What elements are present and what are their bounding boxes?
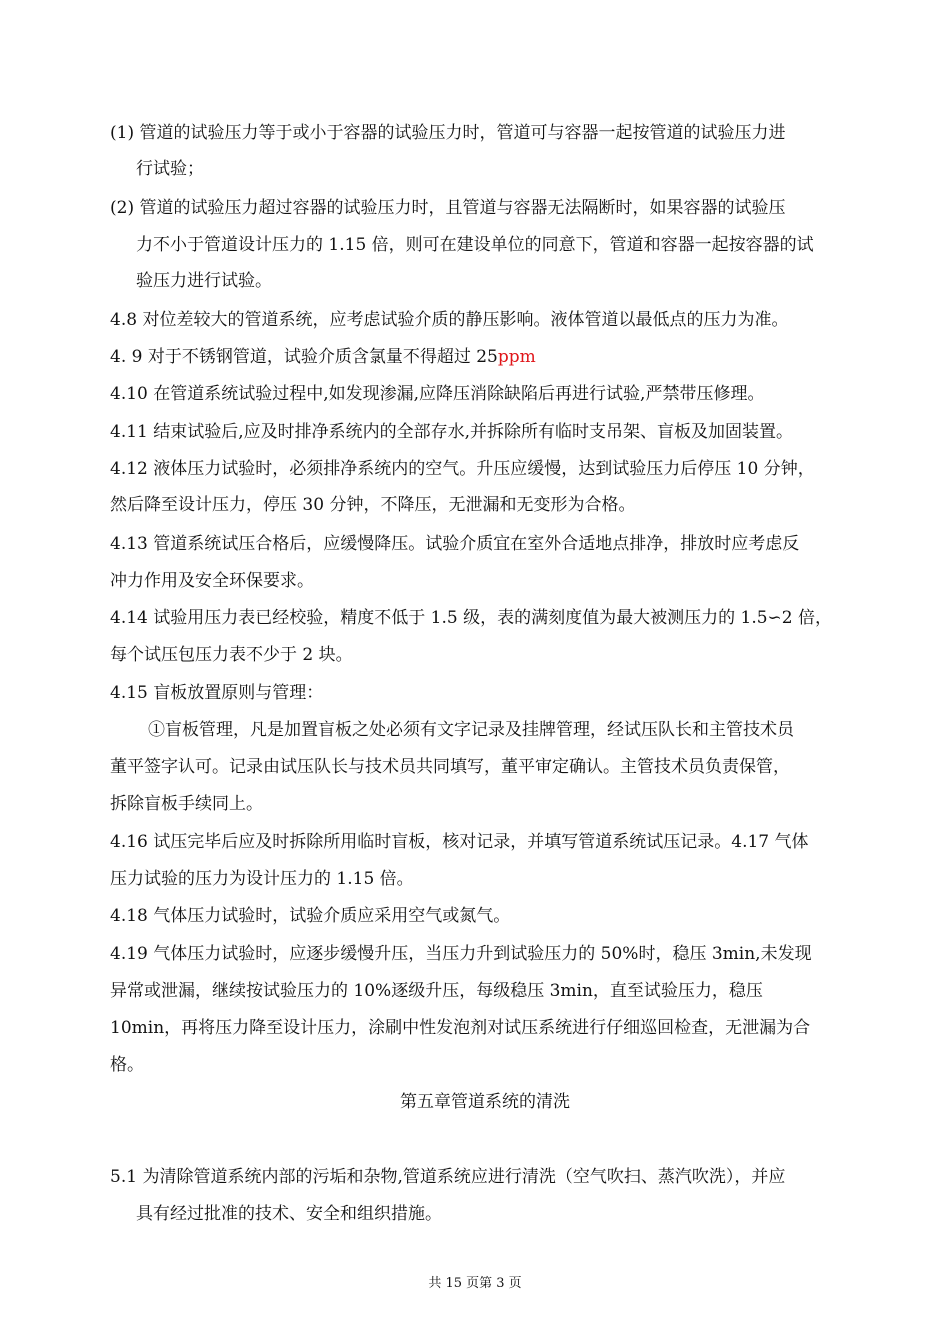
- text-line: 验压力进行试验。: [136, 271, 272, 291]
- text-line: 4.8 对位差较大的管道系统，应考虑试验介质的静压影响。液体管道以最低点的压力为准。: [110, 310, 789, 330]
- text-line: 冲力作用及安全环保要求。: [110, 571, 314, 591]
- text-line: 10min，再将压力降至设计压力，涂刷中性发泡剂对试压系统进行仔细巡回检查，无泄漏为合: [110, 1018, 811, 1038]
- text-line: (1) 管道的试验压力等于或小于容器的试验压力时，管道可与容器一起按管道的试验压力进: [110, 123, 786, 143]
- text-line: 然后降至设计压力，停压 30 分钟，不降压，无泄漏和无变形为合格。: [110, 495, 636, 515]
- text-line: 5.1 为清除管道系统内部的污垢和杂物,管道系统应进行清洗（空气吹扫、蒸汽吹洗），并应: [110, 1167, 786, 1187]
- text-line: 行试验；: [136, 159, 204, 179]
- text-line: 4.12 液体压力试验时，必须排净系统内的空气。升压应缓慢，达到试验压力后停压 10 分钟，: [110, 459, 815, 479]
- text-line: ①盲板管理，凡是加置盲板之处必须有文字记录及挂牌管理，经试压队长和主管技术员: [148, 720, 794, 740]
- page-footer: 共 15 页第 3 页: [428, 1276, 522, 1291]
- text-line: 异常或泄漏，继续按试验压力的 10%逐级升压，每级稳压 3min，直至试验压力，稳压: [110, 981, 763, 1001]
- chapter-heading: 第五章管道系统的清洗: [400, 1092, 570, 1112]
- text-line: 4.18 气体压力试验时，试验介质应采用空气或氮气。: [110, 906, 511, 926]
- text-line: 压力试验的压力为设计压力的 1.15 倍。: [110, 869, 414, 889]
- text-line: (2) 管道的试验压力超过容器的试验压力时，且管道与容器无法隔断时，如果容器的试验压: [110, 198, 786, 218]
- text-line: 4.10 在管道系统试验过程中,如发现渗漏,应降压消除缺陷后再进行试验,严禁带压修理。: [110, 384, 765, 404]
- text-line: 4.14 试验用压力表已经校验，精度不低于 1.5 级，表的满刻度值为最大被测压力的 1.5∽2 倍，: [110, 608, 833, 628]
- text-line: 4.13 管道系统试压合格后，应缓慢降压。试验介质宜在室外合适地点排净，排放时应考虑反: [110, 534, 800, 554]
- text-line: 4.16 试压完毕后应及时拆除所用临时盲板，核对记录，并填写管道系统试压记录。4.17 气体: [110, 832, 809, 852]
- text-line: 拆除盲板手续同上。: [110, 794, 263, 814]
- text-line: [110, 346, 536, 368]
- highlighted-unit: ppm: [497, 347, 536, 367]
- text-line: 力不小于管道设计压力的 1.15 倍，则可在建设单位的同意下，管道和容器一起按容器的试: [136, 235, 814, 255]
- text-line: 4.15 盲板放置原则与管理：: [110, 683, 324, 703]
- text-line: 格。: [110, 1055, 144, 1075]
- text-line: 4.19 气体压力试验时，应逐步缓慢升压，当压力升到试验压力的 50%时，稳压 3min,未发现: [110, 944, 812, 964]
- text-span: 4. 9 对于不锈钢管道，试验介质含氯量不得超过 25: [110, 347, 498, 367]
- text-line: 4.11 结束试验后,应及时排净系统内的全部存水,并拆除所有临时支吊架、盲板及加固装置。: [110, 422, 794, 442]
- text-line: 具有经过批准的技术、安全和组织措施。: [136, 1204, 442, 1224]
- text-line: 每个试压包压力表不少于 2 块。: [110, 645, 353, 665]
- text-line: 董平签字认可。记录由试压队长与技术员共同填写，董平审定确认。主管技术员负责保管，: [110, 757, 790, 777]
